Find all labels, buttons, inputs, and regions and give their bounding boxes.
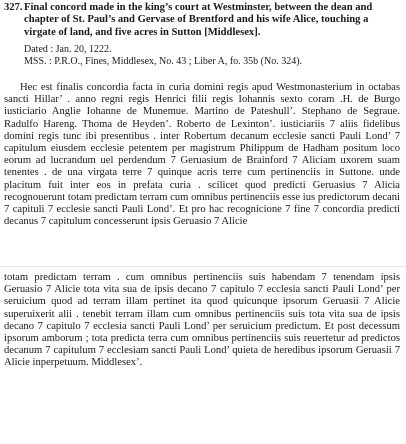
entry-manuscripts: MSS. : P.R.O., Fines, Middlesex, No. 43 ; Liber A, fo. 35b (No. 324). (24, 55, 303, 67)
entry-heading (4, 2, 402, 39)
charter-text-paragraph-1: Hec est finalis concordia facta in curia domini regis apud Westmonasterium in octabas sancti Hillar’ . anno regni regis Henrici filii regis Iohannis sexto coram .H. de Burgo iusticiario Anglie Iohanne de Munemue. Martino de Pateshull’. Stephano de Segraue. Radulfo Hareng. Thoma de Heyden’. Roberto de Lexinton’. iusticiariis 7 aliis fidelibus domini regis tunc ibi presentibus . inter Robertum decanum ecclesie sancti Pauli Lond’ 7 capitulum eiusdem ecclesie petentem per magistrum Philippum de Hadham positum loco eorum ad lucrandum uel perdendum 7 Geruasium de Brainford 7 Aliciam uxorem suam tenentes . de una virgata terre 7 quinque acris terre cum pertinenciis in Suttone. unde placitum fuit inter eos in prefata curia . scilicet quod predicti Geruasius 7 Alicia recognouerunt totam predictam terram cum omnibus pertinenciis esse ius predictorum decani 7 capituli 7 ecclesie sancti Pauli Lond’. Et pro hac recognicione 7 fine 7 concordia predicti decanus 7 capitulum concesserunt ipsis Geruasio 7 Alicie (4, 82, 400, 228)
entry-meta (4, 44, 402, 67)
entry-dated: Dated : Jan. 20, 1222. (24, 44, 112, 56)
charter-text-paragraph-2: totam predictam terram . cum omnibus pertinenciis suis habendam 7 tenendam ipsis Geruasio 7 Alicie tota vita sua de ipsis decano 7 capitulo 7 ecclesia sancti Pauli Lond’ per seruicium quod ad terram illam pertinet ita quod quicunque ipsorum Geruasii 7 Alicie superuixerit alii . tenebit terram illam cum omnibus pertinenciis suis tota vita sua de ipsis decano 7 capitulo 7 ecclesia sancti Pauli Lond’ per seruicium predictum. Et post decessum ipsorum amborum ; tota predicta terra cum omnibus pertinenciis suis reuertetur ad predictos decanum 7 capitulum 7 ecclesiam sancti Pauli Lond’ quieta de heredibus ipsorum Geruasii 7 Alicie inperpetuum. Middlesex’. (4, 272, 400, 369)
entry-header (4, 2, 402, 67)
entry-number: 327. (4, 2, 23, 13)
entry-title: Final concord made in the king’s court at Westminster, between the dean and chapter of St. Paul’s and Gervase of Brentford and his wife Alice, touching a virgate of land, and five acres in Sutton [Middlesex]. (24, 2, 373, 38)
page-break-divider (0, 266, 406, 267)
